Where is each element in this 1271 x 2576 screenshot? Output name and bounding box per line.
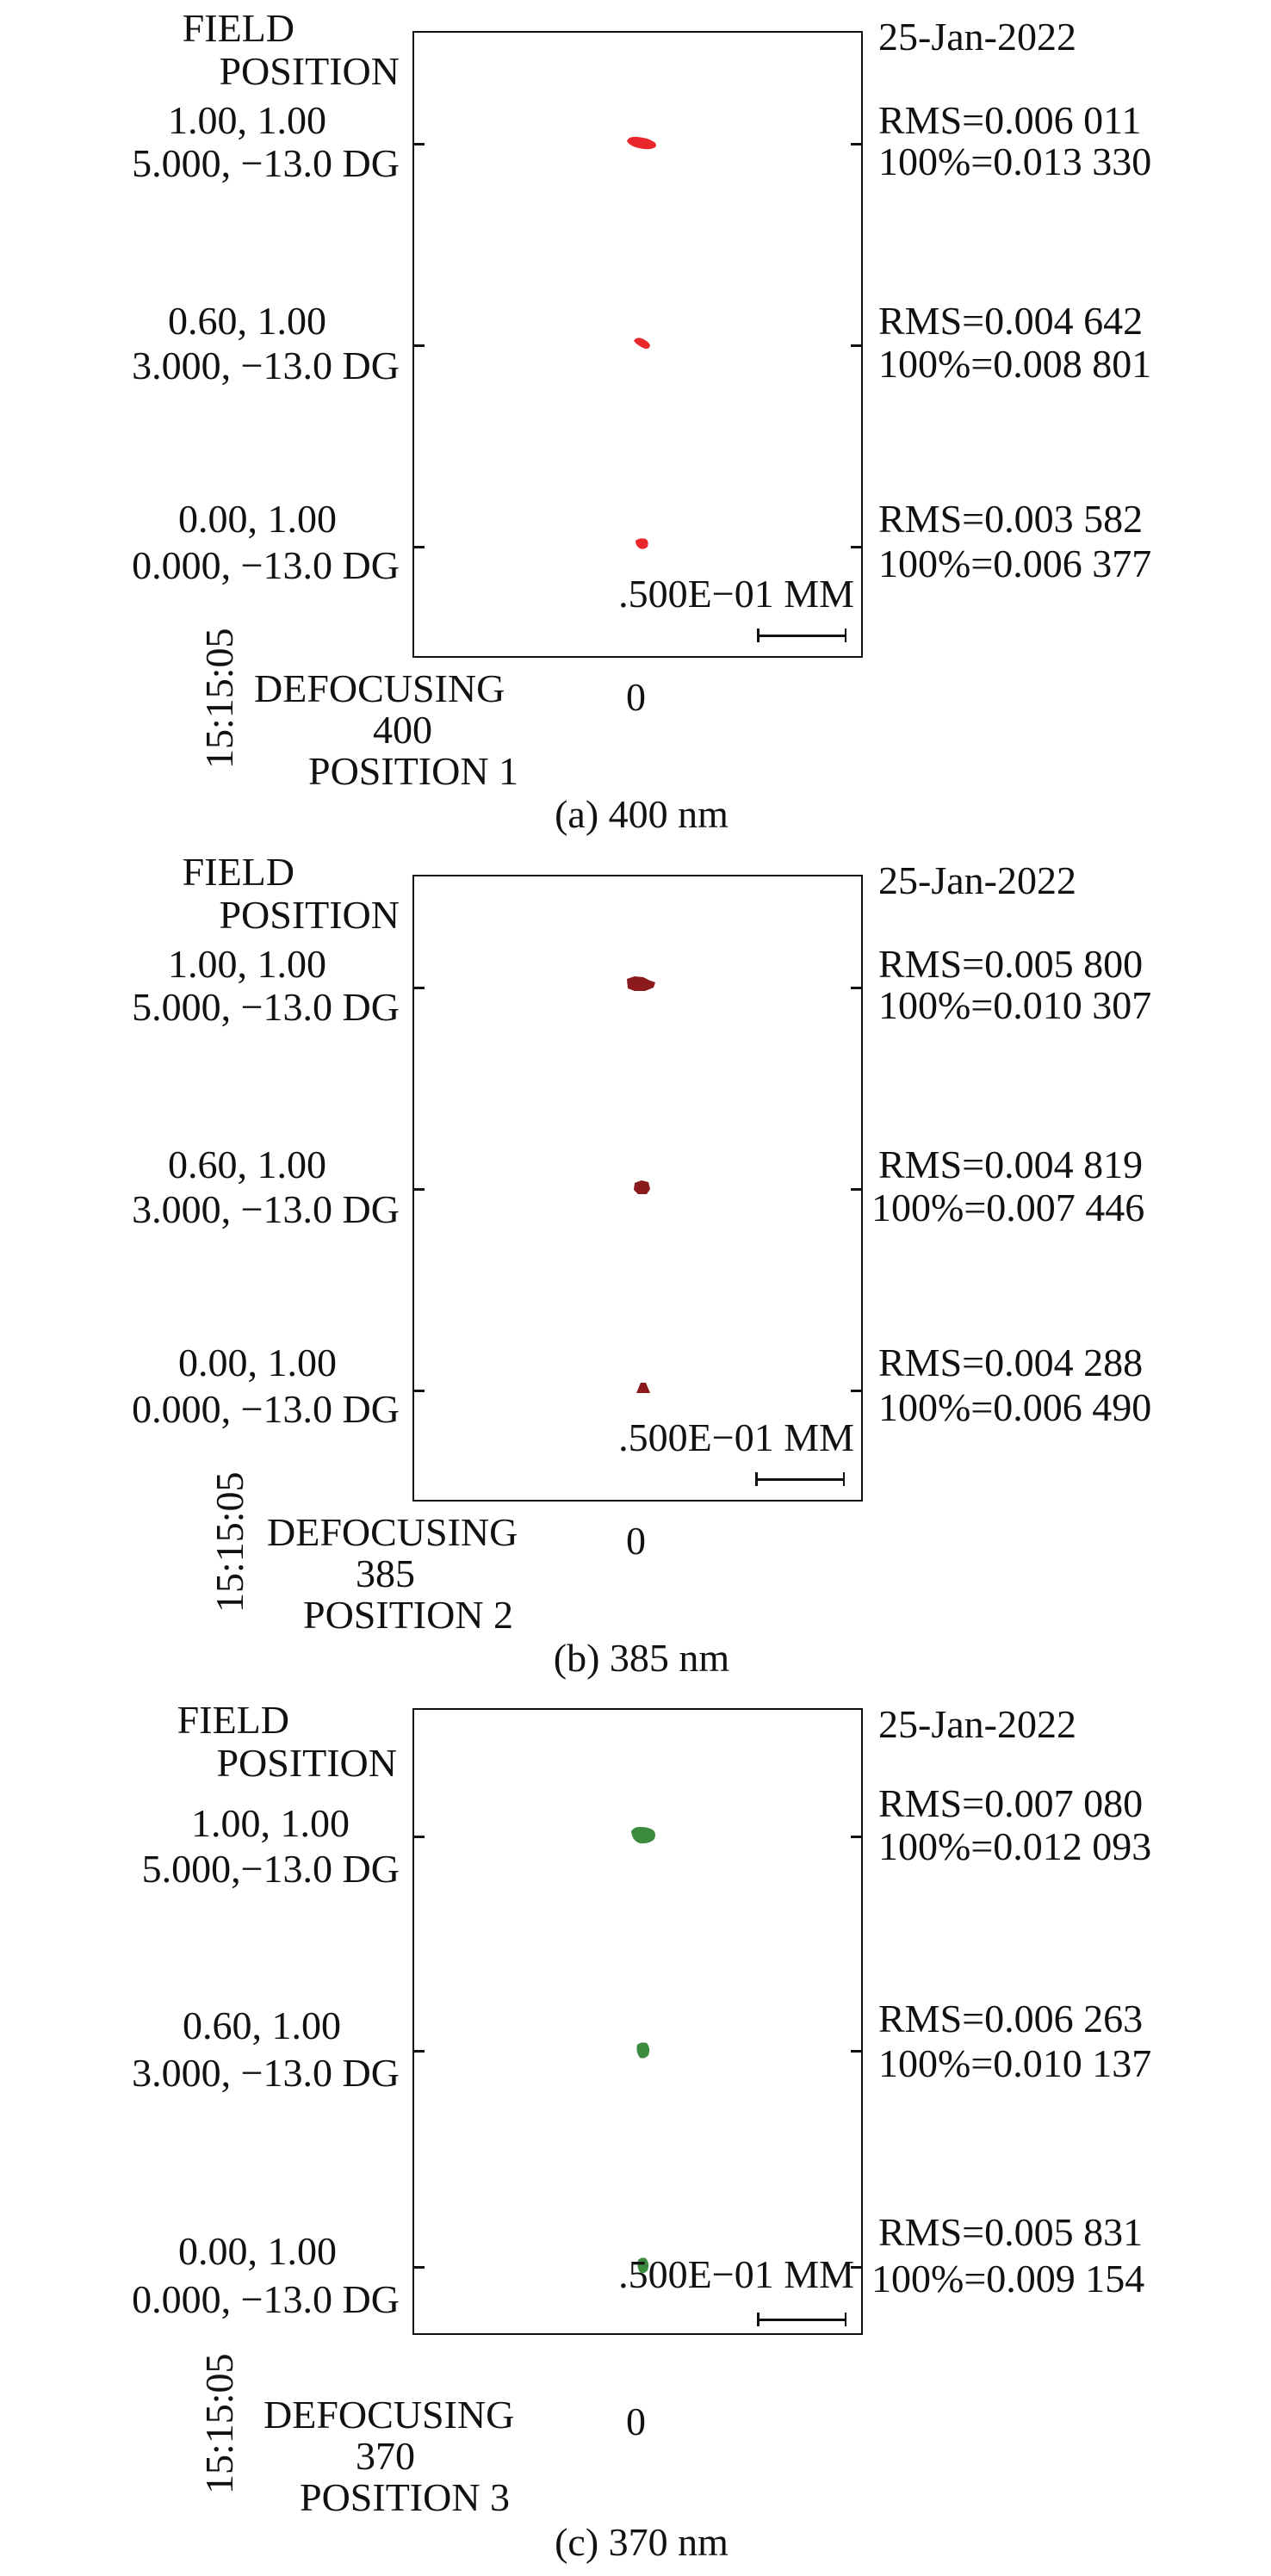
field-position-label: 0.00, 1.00: [178, 2229, 337, 2273]
field-tick-right: [851, 143, 861, 146]
position-label: POSITION 3: [300, 2475, 511, 2519]
wavelength-label: 370: [356, 2434, 415, 2478]
scale-bar: [755, 1478, 845, 1481]
field-header: POSITION: [219, 893, 400, 937]
field-tick-right: [851, 2050, 861, 2053]
figure-caption: (a) 400 nm: [555, 792, 728, 836]
timestamp: 15:15:05: [208, 1471, 251, 1613]
spot-field-3: [633, 1380, 654, 1397]
field-tick-left: [414, 1836, 425, 1838]
figure-caption: (b) 385 nm: [553, 1636, 730, 1680]
scale-bar: [757, 635, 846, 637]
scale-bar: [757, 2319, 846, 2321]
spot-field-2: [631, 336, 654, 353]
geo-radius-label: 100%=0.006 377: [878, 542, 1152, 585]
field-tick-right: [851, 1188, 861, 1191]
rms-label: RMS=0.005 800: [878, 942, 1144, 986]
spot-diagram-panel-400nm: [0, 0, 1271, 844]
field-angle-label: 0.000, −13.0 DG: [132, 1387, 400, 1431]
field-angle-label: 0.000, −13.0 DG: [132, 2277, 400, 2321]
spot-diagram-panel-370nm: [0, 1687, 1271, 2564]
date-label: 25-Jan-2022: [878, 15, 1076, 59]
defocusing-label: DEFOCUSING: [267, 1510, 518, 1554]
defocusing-label: DEFOCUSING: [254, 666, 505, 710]
position-label: POSITION 1: [308, 749, 519, 793]
field-tick-right: [851, 1836, 861, 1838]
spot-field-2: [633, 2040, 654, 2062]
spot-field-2: [631, 1178, 654, 1198]
field-angle-label: 5.000, −13.0 DG: [132, 985, 400, 1029]
field-position-label: 0.00, 1.00: [178, 1341, 337, 1384]
field-tick-right: [851, 987, 861, 989]
rms-label: RMS=0.006 263: [878, 1997, 1144, 2040]
rms-label: RMS=0.003 582: [878, 497, 1144, 541]
rms-label: RMS=0.007 080: [878, 1781, 1144, 1825]
field-tick-left: [414, 2266, 425, 2269]
rms-label: RMS=0.004 288: [878, 1341, 1144, 1384]
field-header: POSITION: [219, 49, 400, 93]
wavelength-label: 400: [373, 708, 432, 752]
field-angle-label: 3.000, −13.0 DG: [132, 344, 400, 387]
geo-radius-label: 100%=0.010 137: [878, 2041, 1152, 2085]
geo-radius-label: 100%=0.012 093: [878, 1824, 1152, 1868]
defocusing-value: 0: [626, 675, 646, 719]
field-position-label: 1.00, 1.00: [168, 942, 326, 986]
plot-frame: [412, 1708, 863, 2335]
field-header: POSITION: [216, 1741, 397, 1785]
field-angle-label: 3.000, −13.0 DG: [132, 1187, 400, 1231]
field-header: FIELD: [182, 6, 294, 50]
date-label: 25-Jan-2022: [878, 1702, 1076, 1746]
geo-radius-label: 100%=0.009 154: [871, 2257, 1145, 2300]
spot-field-1: [628, 1824, 659, 1848]
field-position-label: 0.60, 1.00: [168, 299, 326, 343]
field-tick-left: [414, 344, 425, 347]
field-angle-label: 5.000, −13.0 DG: [132, 141, 400, 185]
field-position-label: 1.00, 1.00: [191, 1801, 350, 1845]
field-tick-left: [414, 143, 425, 146]
field-angle-label: 0.000, −13.0 DG: [132, 543, 400, 587]
spot-diagram-panel-385nm: [0, 844, 1271, 1687]
field-tick-left: [414, 1188, 425, 1191]
spot-field-3: [633, 536, 652, 554]
defocusing-value: 0: [626, 1519, 646, 1563]
field-tick-right: [851, 1390, 861, 1392]
rms-label: RMS=0.004 819: [878, 1142, 1144, 1186]
field-position-label: 0.00, 1.00: [178, 497, 337, 541]
field-position-label: 0.60, 1.00: [183, 2003, 341, 2047]
field-header: FIELD: [182, 850, 294, 894]
rms-label: RMS=0.004 642: [878, 299, 1144, 343]
field-tick-left: [414, 546, 425, 548]
field-header: FIELD: [177, 1698, 289, 1742]
timestamp: 15:15:05: [197, 628, 241, 769]
defocusing-label: DEFOCUSING: [264, 2393, 515, 2437]
field-tick-right: [851, 344, 861, 347]
spot-field-1: [625, 134, 660, 153]
plot-frame: [412, 875, 863, 1502]
field-position-label: 1.00, 1.00: [168, 98, 326, 142]
defocusing-value: 0: [626, 2400, 646, 2443]
rms-label: RMS=0.005 831: [878, 2210, 1144, 2254]
wavelength-label: 385: [356, 1551, 415, 1595]
plot-frame: [412, 31, 863, 658]
field-tick-right: [851, 546, 861, 548]
scale-label: .500E−01 MM: [618, 1415, 854, 1459]
date-label: 25-Jan-2022: [878, 858, 1076, 902]
field-tick-left: [414, 1390, 425, 1392]
field-position-label: 0.60, 1.00: [168, 1142, 326, 1186]
geo-radius-label: 100%=0.008 801: [878, 342, 1152, 386]
geo-radius-label: 100%=0.010 307: [878, 983, 1152, 1027]
field-angle-label: 3.000, −13.0 DG: [132, 2051, 400, 2095]
spot-field-1: [624, 974, 659, 996]
rms-label: RMS=0.006 011: [878, 98, 1142, 142]
geo-radius-label: 100%=0.006 490: [878, 1385, 1152, 1429]
timestamp: 15:15:05: [197, 2353, 241, 2494]
scale-label: .500E−01 MM: [618, 572, 854, 616]
field-angle-label: 5.000,−13.0 DG: [141, 1847, 400, 1891]
scale-label: .500E−01 MM: [618, 2252, 854, 2296]
geo-radius-label: 100%=0.013 330: [878, 139, 1152, 183]
position-label: POSITION 2: [303, 1593, 514, 1637]
geo-radius-label: 100%=0.007 446: [871, 1186, 1145, 1229]
field-tick-left: [414, 987, 425, 989]
field-tick-left: [414, 2050, 425, 2053]
figure-caption: (c) 370 nm: [555, 2520, 728, 2564]
